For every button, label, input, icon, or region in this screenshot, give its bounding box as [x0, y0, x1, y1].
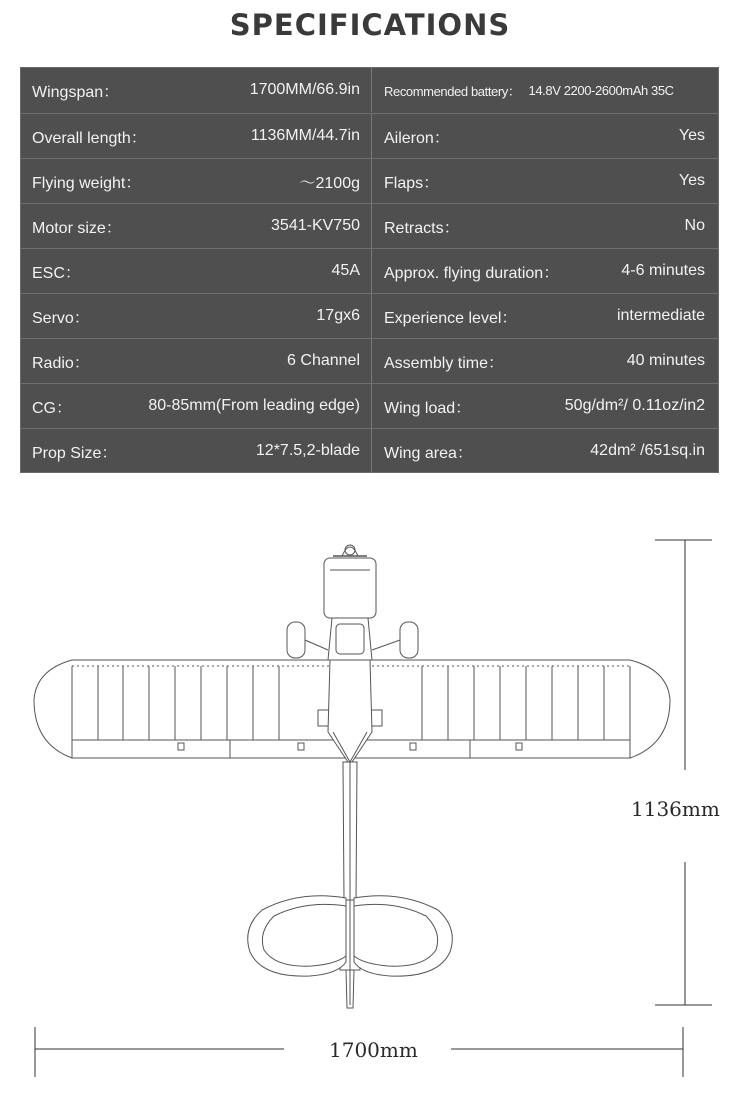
spec-value: ～2100g: [299, 174, 360, 192]
spec-label: Flying weight：: [32, 174, 142, 192]
spec-label: Retracts：: [384, 219, 460, 237]
spec-row: [21, 428, 718, 473]
spec-cell: [21, 429, 370, 473]
spec-cell: [21, 114, 370, 158]
spec-label: Overall length：: [32, 129, 147, 147]
spec-label: CG：: [32, 399, 73, 417]
spec-value: 80-85mm(From leading edge): [148, 397, 360, 414]
spec-value: Yes: [678, 127, 705, 144]
page-title: SPECIFICATIONS: [229, 8, 511, 42]
spec-cell: [21, 294, 370, 338]
spec-cell: [371, 384, 718, 428]
spec-label: Radio：: [32, 354, 90, 372]
spec-cell: [21, 384, 370, 428]
spec-cell: [371, 204, 718, 248]
spec-label: Wingspan：: [32, 83, 120, 101]
spec-label: Recommended battery：: [384, 83, 521, 99]
spec-cell: [371, 159, 718, 203]
spec-row: [21, 338, 718, 383]
spec-label: ESC：: [32, 264, 81, 282]
spec-cell: [21, 249, 370, 293]
spec-row: [21, 203, 718, 248]
spec-label: Aileron：: [384, 129, 450, 147]
spec-label: Assembly time：: [384, 354, 505, 372]
specifications-table: [20, 67, 719, 473]
spec-value: intermediate: [616, 307, 705, 324]
spec-label: Wing area：: [384, 444, 473, 462]
length-dimension-label: 1136mm: [631, 797, 720, 821]
spec-value: 4-6 minutes: [621, 262, 705, 279]
spec-value: 1136MM/44.7in: [250, 127, 360, 144]
spec-cell: [21, 159, 370, 203]
spec-value: No: [684, 217, 705, 234]
spec-label: Wing load：: [384, 399, 472, 417]
airplane-top-view-drawing: [0, 500, 740, 1092]
spec-value: 17gx6: [316, 307, 360, 324]
spec-row: [21, 293, 718, 338]
spec-cell: [371, 114, 718, 158]
spec-value: 45A: [331, 262, 360, 279]
spec-cell: [371, 249, 718, 293]
spec-label: Motor size：: [32, 219, 122, 237]
spec-cell: [21, 204, 370, 248]
spec-cell: [371, 294, 718, 338]
spec-cell: [21, 68, 370, 112]
spec-cell: [21, 339, 370, 383]
spec-value: 40 minutes: [626, 352, 705, 369]
spec-row: [21, 113, 718, 158]
spec-row: [21, 248, 718, 293]
spec-label: Flaps：: [384, 174, 440, 192]
spec-row: [21, 68, 718, 113]
spec-cell: [371, 68, 718, 112]
spec-label: Approx. flying duration：: [384, 264, 560, 282]
airplane-diagram: [0, 500, 740, 1092]
spec-value: Yes: [678, 172, 705, 189]
spec-value: 1700MM/66.9in: [249, 81, 360, 98]
spec-value: 12*7.5,2-blade: [255, 442, 360, 459]
spec-value: 50g/dm²/ 0.11oz/in2: [564, 397, 705, 414]
spec-row: [21, 383, 718, 428]
spec-value: 14.8V 2200-2600mAh 35C: [528, 82, 674, 98]
spec-label: Prop Size：: [32, 444, 118, 462]
spec-row: [21, 158, 718, 203]
spec-value: 6 Channel: [287, 352, 360, 369]
spec-label: Servo：: [32, 309, 90, 327]
spec-value: 3541-KV750: [271, 217, 360, 234]
spec-cell: [371, 339, 718, 383]
wingspan-dimension-label: 1700mm: [329, 1038, 418, 1062]
spec-value: 42dm² /651sq.in: [590, 442, 705, 459]
spec-cell: [371, 429, 718, 473]
spec-label: Experience level：: [384, 309, 518, 327]
